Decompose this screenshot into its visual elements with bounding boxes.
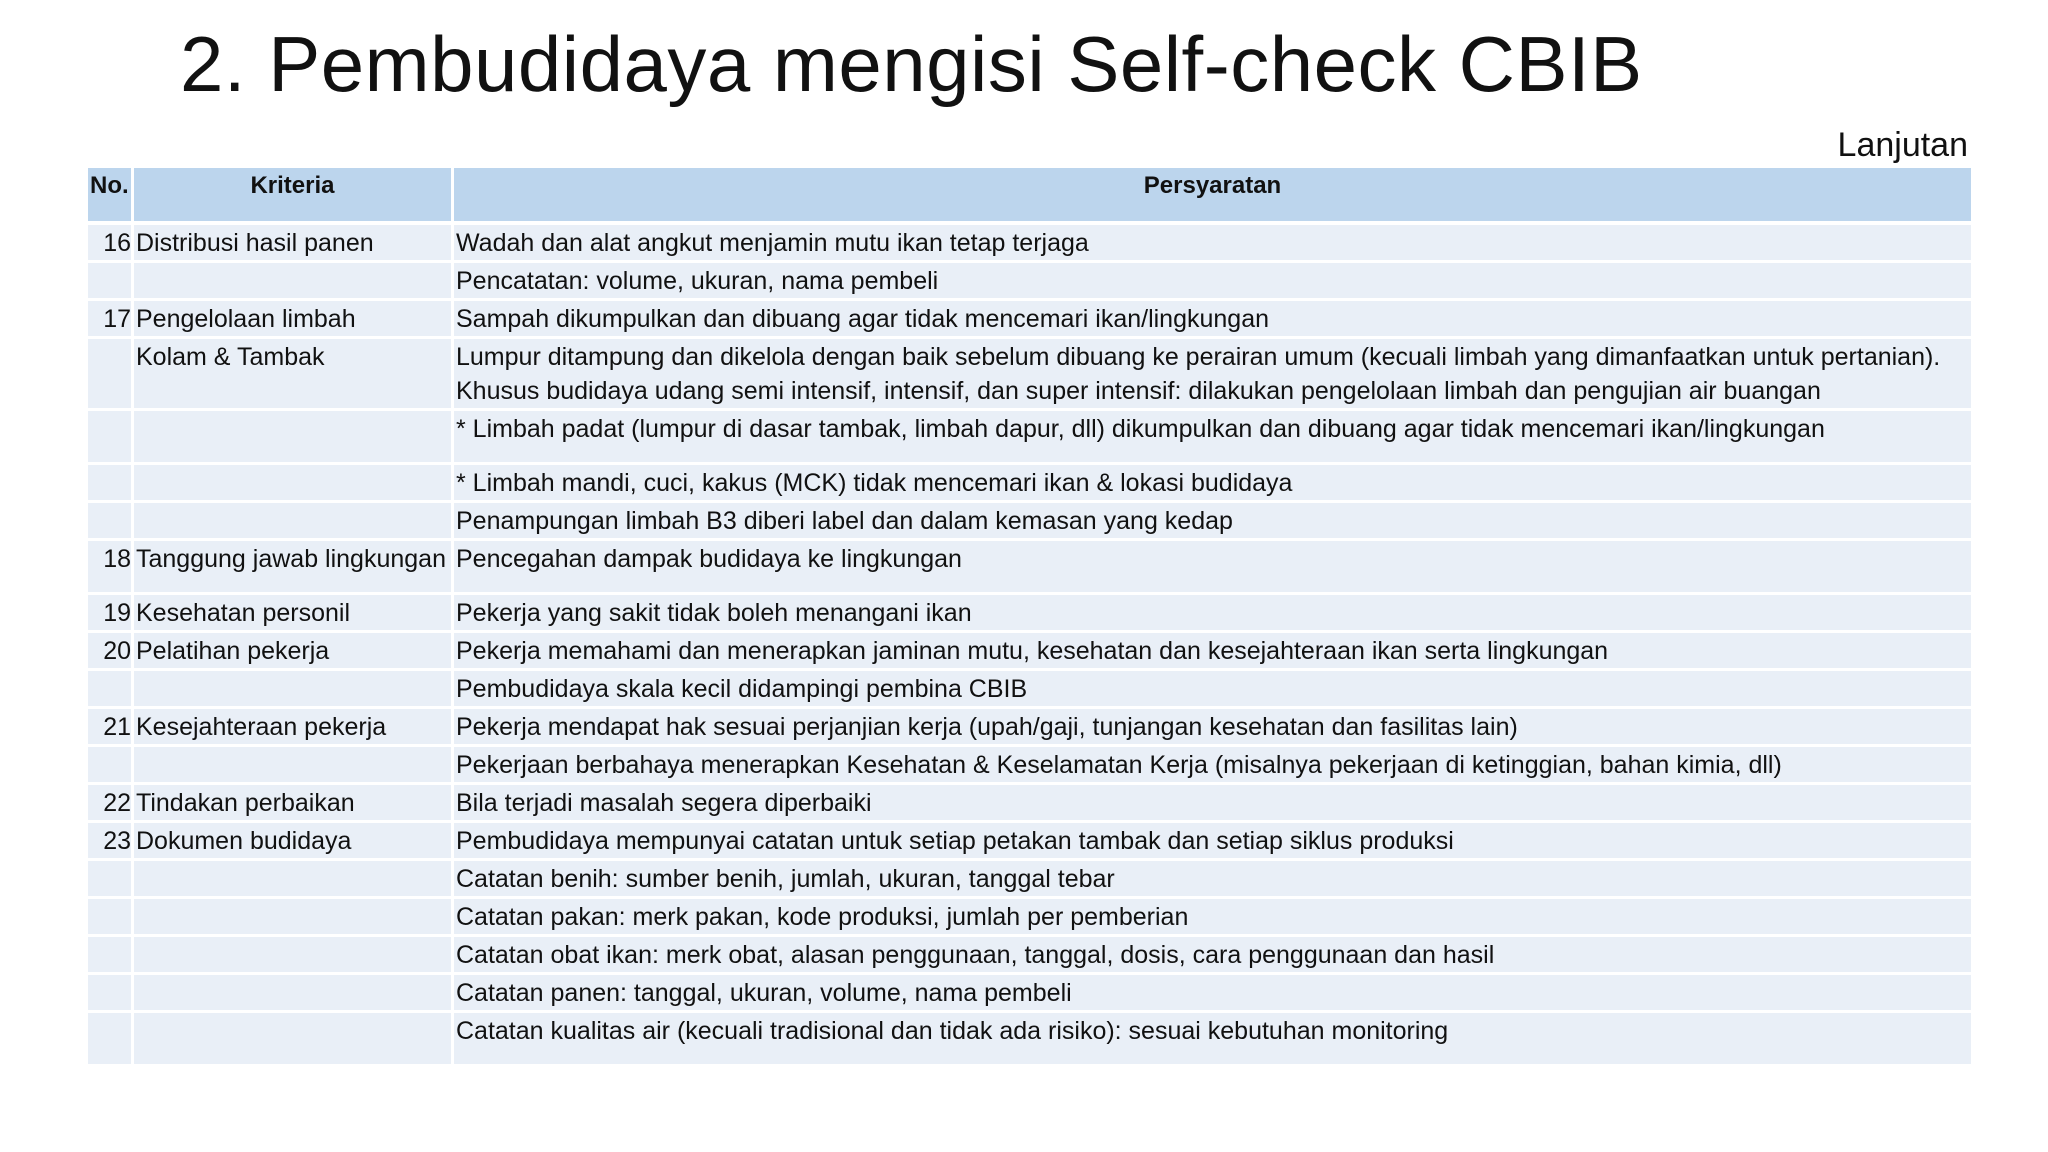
cell-criteria: Pelatihan pekerja bbox=[134, 633, 454, 671]
table-row bbox=[88, 465, 1971, 503]
table-row bbox=[88, 339, 1971, 411]
cell-criteria bbox=[134, 747, 454, 785]
cell-no bbox=[88, 899, 134, 937]
table-row bbox=[88, 411, 1971, 465]
table-body bbox=[88, 225, 1971, 1067]
cell-no bbox=[88, 411, 134, 465]
table-row bbox=[88, 899, 1971, 937]
table-row bbox=[88, 785, 1971, 823]
cell-criteria bbox=[134, 263, 454, 301]
cell-criteria: Dokumen budidaya bbox=[134, 823, 454, 861]
cell-no bbox=[88, 263, 134, 301]
cell-no bbox=[88, 975, 134, 1013]
table-row bbox=[88, 263, 1971, 301]
cell-requirement: Pembudidaya mempunyai catatan untuk setiap petakan tambak dan setiap siklus produksi bbox=[454, 823, 1971, 861]
header-criteria: Kriteria bbox=[134, 168, 454, 225]
table-row bbox=[88, 861, 1971, 899]
cell-no bbox=[88, 465, 134, 503]
cell-no bbox=[88, 1013, 134, 1067]
cell-requirement: Catatan benih: sumber benih, jumlah, ukuran, tanggal tebar bbox=[454, 861, 1971, 899]
cell-no: 16 bbox=[88, 225, 134, 263]
cell-criteria: Distribusi hasil panen bbox=[134, 225, 454, 263]
table-row bbox=[88, 1013, 1971, 1067]
table-row bbox=[88, 975, 1971, 1013]
table-row bbox=[88, 937, 1971, 975]
cell-requirement: Pencatatan: volume, ukuran, nama pembeli bbox=[454, 263, 1971, 301]
table-header-row bbox=[88, 168, 1971, 225]
cell-requirement: Pekerja yang sakit tidak boleh menangani ikan bbox=[454, 595, 1971, 633]
cell-criteria: Tindakan perbaikan bbox=[134, 785, 454, 823]
header-no: No. bbox=[88, 168, 134, 225]
table-row bbox=[88, 301, 1971, 339]
cell-no bbox=[88, 671, 134, 709]
cell-requirement: Catatan kualitas air (kecuali tradisional dan tidak ada risiko): sesuai kebutuhan monitoring bbox=[454, 1013, 1971, 1067]
slide-title: 2. Pembudidaya mengisi Self-check CBIB bbox=[180, 20, 1643, 108]
cell-criteria: Pengelolaan limbah bbox=[134, 301, 454, 339]
table-row bbox=[88, 709, 1971, 747]
cell-requirement: Sampah dikumpulkan dan dibuang agar tidak mencemari ikan/lingkungan bbox=[454, 301, 1971, 339]
cell-no: 19 bbox=[88, 595, 134, 633]
cell-no bbox=[88, 503, 134, 541]
cell-no bbox=[88, 339, 134, 411]
cell-requirement: * Limbah mandi, cuci, kakus (MCK) tidak mencemari ikan & lokasi budidaya bbox=[454, 465, 1971, 503]
table-row bbox=[88, 595, 1971, 633]
cell-requirement: Bila terjadi masalah segera diperbaiki bbox=[454, 785, 1971, 823]
cell-criteria: Kesehatan personil bbox=[134, 595, 454, 633]
cell-requirement: Pekerjaan berbahaya menerapkan Kesehatan & Keselamatan Kerja (misalnya pekerjaan di ketinggian, bahan kimia, dll) bbox=[454, 747, 1971, 785]
cell-requirement: Pekerja memahami dan menerapkan jaminan mutu, kesehatan dan kesejahteraan ikan serta lingkungan bbox=[454, 633, 1971, 671]
cell-requirement: * Limbah padat (lumpur di dasar tambak, limbah dapur, dll) dikumpulkan dan dibuang agar tidak mencemari ikan/lingkungan bbox=[454, 411, 1971, 465]
cell-no: 18 bbox=[88, 541, 134, 595]
cell-criteria bbox=[134, 937, 454, 975]
cell-no: 21 bbox=[88, 709, 134, 747]
cell-requirement: Catatan obat ikan: merk obat, alasan penggunaan, tanggal, dosis, cara penggunaan dan hasil bbox=[454, 937, 1971, 975]
header-requirement: Persyaratan bbox=[454, 168, 1971, 225]
table-row bbox=[88, 503, 1971, 541]
continued-label: Lanjutan bbox=[1837, 126, 1968, 164]
cell-criteria bbox=[134, 1013, 454, 1067]
table-row bbox=[88, 671, 1971, 709]
cell-criteria bbox=[134, 503, 454, 541]
cell-criteria bbox=[134, 465, 454, 503]
cell-criteria: Tanggung jawab lingkungan bbox=[134, 541, 454, 595]
table-row bbox=[88, 225, 1971, 263]
table-row bbox=[88, 633, 1971, 671]
cell-requirement: Wadah dan alat angkut menjamin mutu ikan tetap terjaga bbox=[454, 225, 1971, 263]
table-row bbox=[88, 823, 1971, 861]
cell-criteria bbox=[134, 861, 454, 899]
cell-criteria bbox=[134, 899, 454, 937]
cell-no bbox=[88, 861, 134, 899]
cell-no bbox=[88, 747, 134, 785]
cell-criteria bbox=[134, 671, 454, 709]
criteria-table bbox=[88, 168, 1971, 1067]
cell-criteria bbox=[134, 411, 454, 465]
cell-requirement: Catatan pakan: merk pakan, kode produksi, jumlah per pemberian bbox=[454, 899, 1971, 937]
cell-no: 22 bbox=[88, 785, 134, 823]
cell-requirement: Pencegahan dampak budidaya ke lingkungan bbox=[454, 541, 1971, 595]
cell-requirement: Penampungan limbah B3 diberi label dan dalam kemasan yang kedap bbox=[454, 503, 1971, 541]
cell-no: 20 bbox=[88, 633, 134, 671]
criteria-table-container bbox=[88, 168, 1971, 1067]
table-row bbox=[88, 541, 1971, 595]
cell-requirement: Pekerja mendapat hak sesuai perjanjian kerja (upah/gaji, tunjangan kesehatan dan fasilitas lain) bbox=[454, 709, 1971, 747]
cell-requirement: Lumpur ditampung dan dikelola dengan baik sebelum dibuang ke perairan umum (kecuali limbah yang dimanfaatkan untuk pertanian). Khusus budidaya udang semi intensif, intensif, dan super intensif: dilakukan pengelolaan limbah dan pengujian air buangan bbox=[454, 339, 1971, 411]
cell-no bbox=[88, 937, 134, 975]
cell-requirement: Pembudidaya skala kecil didampingi pembina CBIB bbox=[454, 671, 1971, 709]
cell-criteria: Kesejahteraan pekerja bbox=[134, 709, 454, 747]
cell-criteria bbox=[134, 975, 454, 1013]
cell-requirement: Catatan panen: tanggal, ukuran, volume, nama pembeli bbox=[454, 975, 1971, 1013]
cell-no: 23 bbox=[88, 823, 134, 861]
table-row bbox=[88, 747, 1971, 785]
cell-no: 17 bbox=[88, 301, 134, 339]
cell-criteria: Kolam & Tambak bbox=[134, 339, 454, 411]
